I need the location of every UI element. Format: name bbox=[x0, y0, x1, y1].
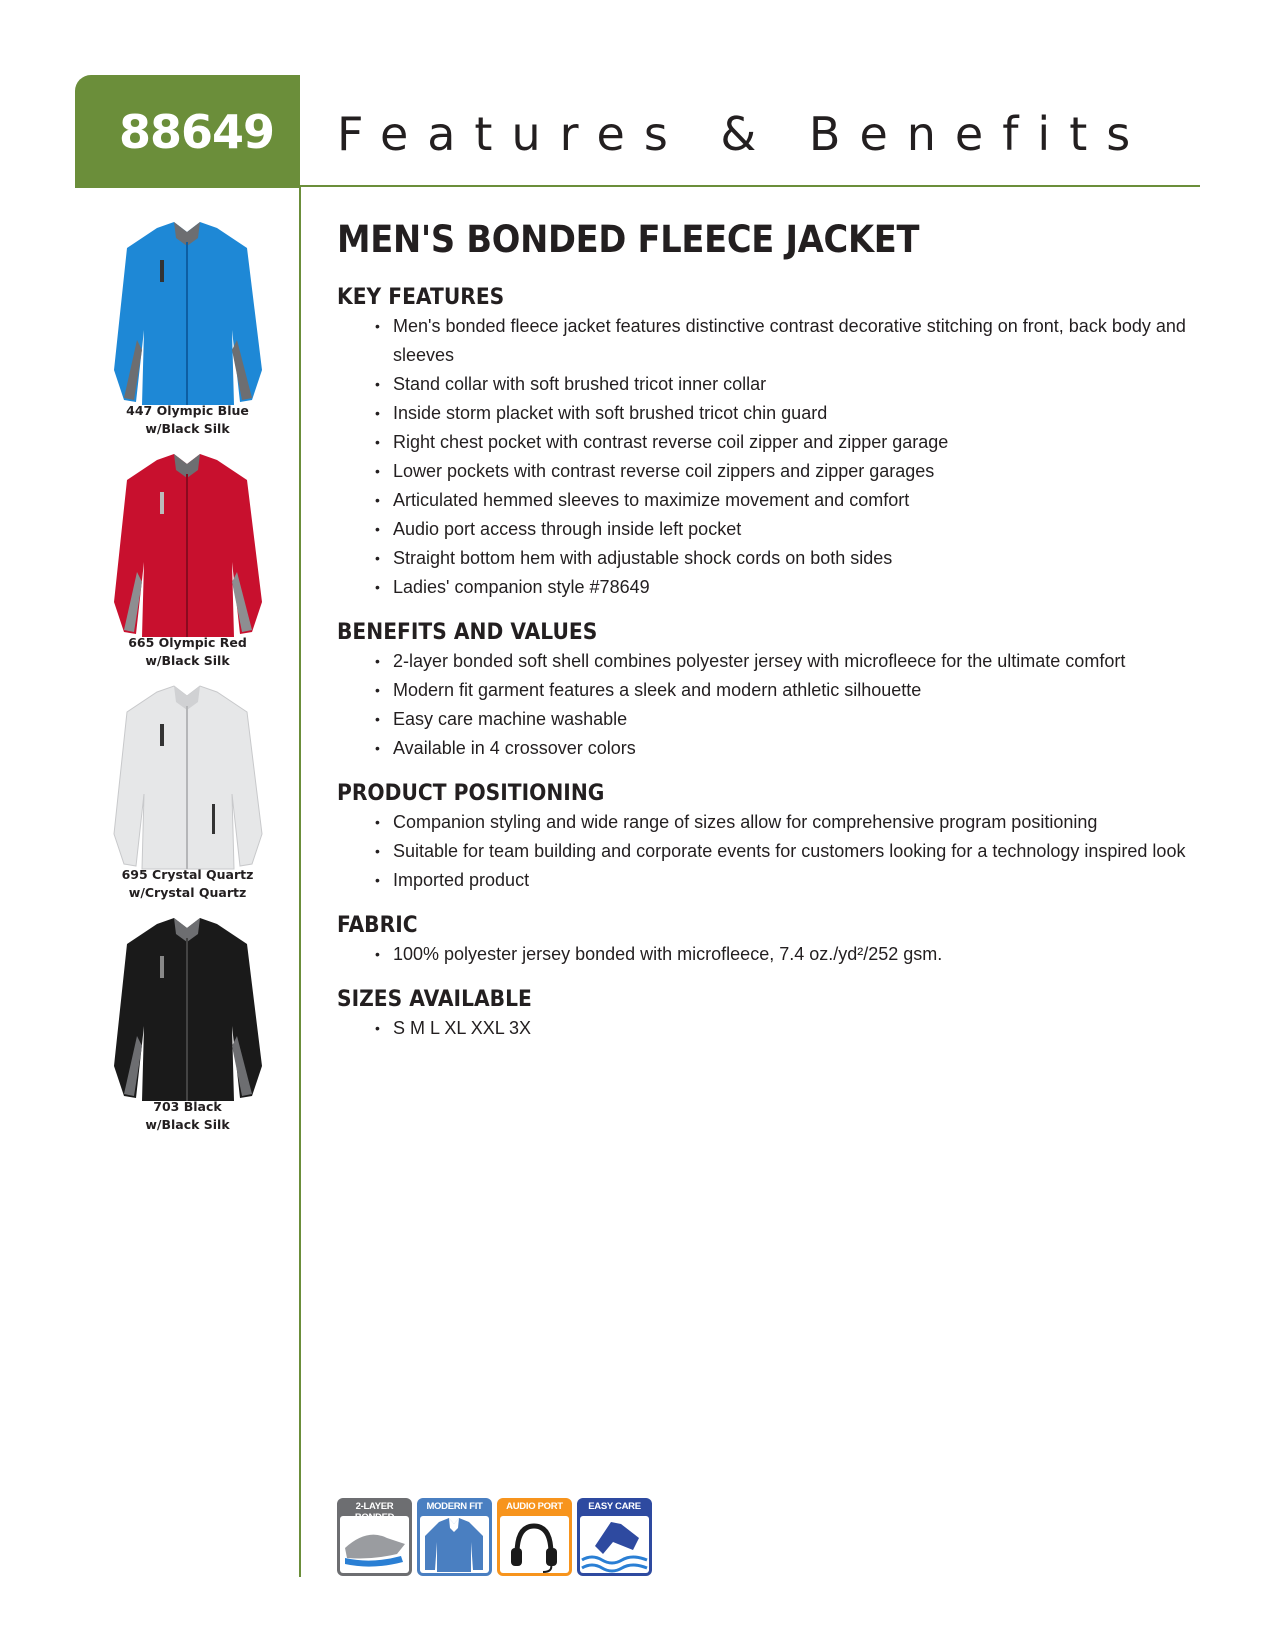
list-item: • Men's bonded fleece jacket features distinctive contrast decorative stitching on front, back body and sleeves bbox=[375, 312, 1197, 370]
swatch-caption bbox=[90, 402, 285, 438]
swatch-trim-name: w/Black Silk bbox=[145, 1117, 230, 1132]
red-jacket-image bbox=[102, 452, 272, 642]
section-heading: SIZES AVAILABLE bbox=[337, 986, 532, 1012]
list-item: • Suitable for team building and corporate events for customers looking for a technology inspired look bbox=[375, 837, 1197, 866]
black-jacket-image bbox=[102, 916, 272, 1106]
layers-icon bbox=[337, 1498, 412, 1576]
section-heading: KEY FEATURES bbox=[337, 284, 505, 310]
list-item: • Companion styling and wide range of sizes allow for comprehensive program positioning bbox=[375, 808, 1197, 837]
swatch-black bbox=[90, 916, 285, 1136]
page-title: Features & Benefits bbox=[337, 107, 1150, 161]
list-item: • 2-layer bonded soft shell combines polyester jersey with microfleece for the ultimate comfort bbox=[375, 647, 1197, 676]
swatch-caption bbox=[90, 866, 285, 902]
list-item: • Available in 4 crossover colors bbox=[375, 734, 1197, 763]
section-benefits-values bbox=[337, 617, 1197, 763]
section-fabric bbox=[337, 910, 1197, 969]
section-heading: PRODUCT POSITIONING bbox=[337, 780, 605, 806]
modern-fit-badge bbox=[417, 1498, 492, 1576]
section-key-features bbox=[337, 282, 1197, 602]
white-jacket-image bbox=[102, 684, 272, 874]
feature-icons bbox=[337, 1498, 667, 1578]
badge-label: 2-LAYER bbox=[355, 1501, 394, 1512]
two-layer-bonded-badge bbox=[337, 1498, 412, 1576]
swatch-trim-name: w/Black Silk bbox=[145, 421, 230, 436]
list-item: • Ladies' companion style #78649 bbox=[375, 573, 1197, 602]
blue-jacket-image bbox=[102, 220, 272, 410]
swatch-olympic-blue bbox=[90, 220, 285, 440]
swatch-color-name: 665 Olympic Red bbox=[128, 635, 247, 650]
list-item: • 100% polyester jersey bonded with microfleece, 7.4 oz./yd²/252 gsm. bbox=[375, 940, 1197, 969]
section-sizes-available bbox=[337, 984, 1197, 1043]
feature-list bbox=[337, 312, 1197, 602]
swatch-color-name: 447 Olympic Blue bbox=[126, 403, 249, 418]
fabric-list bbox=[337, 940, 1197, 969]
sidebar-divider bbox=[299, 185, 301, 1577]
swatch-trim-name: w/Black Silk bbox=[145, 653, 230, 668]
swatch-caption bbox=[90, 634, 285, 670]
header-divider bbox=[75, 185, 1200, 187]
benefit-list bbox=[337, 647, 1197, 763]
swatch-olympic-red bbox=[90, 452, 285, 672]
positioning-list bbox=[337, 808, 1197, 895]
list-item: • Straight bottom hem with adjustable shock cords on both sides bbox=[375, 544, 1197, 573]
list-item: • Inside storm placket with soft brushed tricot chin guard bbox=[375, 399, 1197, 428]
badge-label: EASY CARE bbox=[588, 1501, 641, 1512]
section-heading: FABRIC bbox=[337, 912, 418, 938]
section-product-positioning bbox=[337, 778, 1197, 895]
badge-label: AUDIO PORT bbox=[506, 1501, 563, 1512]
product-title: MEN'S BONDED FLEECE JACKET bbox=[337, 218, 920, 261]
main-content bbox=[337, 218, 1197, 1058]
list-item: • Imported product bbox=[375, 866, 1197, 895]
swatch-color-name: 703 Black bbox=[153, 1099, 222, 1114]
list-item: • S M L XL XXL 3X bbox=[375, 1014, 1197, 1043]
list-item: • Audio port access through inside left pocket bbox=[375, 515, 1197, 544]
swatch-caption bbox=[90, 1098, 285, 1134]
swatch-color-name: 695 Crystal Quartz bbox=[121, 867, 254, 882]
style-number: 88649 bbox=[119, 105, 275, 159]
list-item: • Easy care machine washable bbox=[375, 705, 1197, 734]
list-item: • Lower pockets with contrast reverse coil zippers and zipper garages bbox=[375, 457, 1197, 486]
list-item: • Modern fit garment features a sleek and modern athletic silhouette bbox=[375, 676, 1197, 705]
audio-port-badge bbox=[497, 1498, 572, 1576]
badge-label: MODERN FIT bbox=[426, 1501, 483, 1512]
swatch-trim-name: w/Crystal Quartz bbox=[128, 885, 247, 900]
headphones-icon bbox=[497, 1498, 572, 1576]
list-item: • Stand collar with soft brushed tricot inner collar bbox=[375, 370, 1197, 399]
wash-icon bbox=[577, 1498, 652, 1576]
modern-fit-icon bbox=[417, 1498, 492, 1576]
easy-care-badge bbox=[577, 1498, 652, 1576]
style-number-tab bbox=[75, 75, 300, 188]
section-heading: BENEFITS AND VALUES bbox=[337, 619, 598, 645]
sizes-list bbox=[337, 1014, 1197, 1043]
swatch-crystal-quartz bbox=[90, 684, 285, 904]
list-item: • Articulated hemmed sleeves to maximize movement and comfort bbox=[375, 486, 1197, 515]
list-item: • Right chest pocket with contrast reverse coil zipper and zipper garage bbox=[375, 428, 1197, 457]
